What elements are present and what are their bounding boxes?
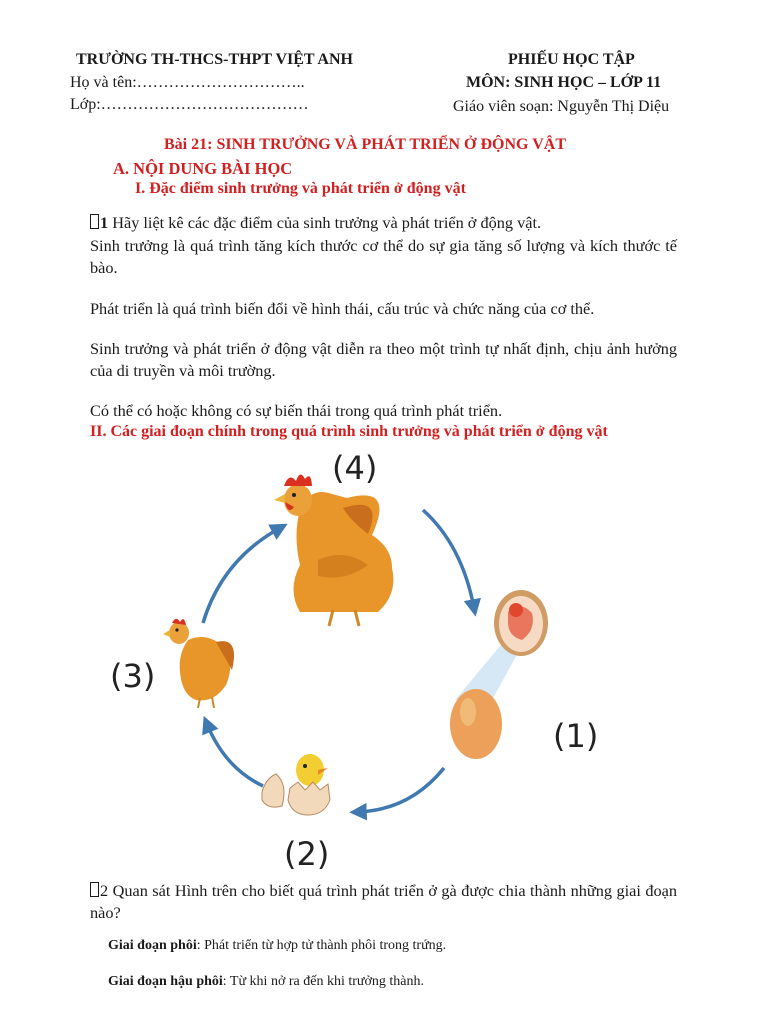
young-hen-icon	[163, 619, 234, 708]
section-a-heading: A. NỘI DUNG BÀI HỌC	[113, 159, 293, 178]
stage-label-2: (2)	[284, 835, 330, 873]
checkbox-icon	[90, 882, 99, 897]
stage-label-1: (1)	[553, 717, 599, 755]
stage-postembryonic	[108, 974, 424, 990]
egg-embryo-inset-icon	[455, 590, 548, 700]
arrow-4-to-1	[423, 510, 474, 608]
checkbox-icon	[90, 214, 99, 229]
answer-metamorphosis: Có thể có hoặc không có sự biến thái trong quá trình phát triển.	[90, 401, 503, 420]
section-1-heading: I. Đặc điểm sinh trưởng và phát triển ở động vật	[135, 180, 466, 197]
student-name-line: Họ và tên:…………………………..	[70, 74, 305, 91]
stage-embryonic	[108, 938, 446, 954]
question-1-number: 1	[100, 213, 109, 232]
subject-line: MÔN: SINH HỌC – LỚP 11	[466, 74, 662, 91]
egg-icon	[450, 689, 502, 759]
question-2	[90, 880, 677, 924]
stage-label-4: (4)	[332, 449, 378, 487]
section-2-heading: II. Các giai đoạn chính trong quá trình sinh trưởng và phát triển ở động vật	[90, 423, 608, 440]
answer-growth: Sinh trưởng là quá trình tăng kích thước cơ thể do sự gia tăng số lượng và kích thước tế bào.	[90, 236, 677, 277]
arrow-3-to-4	[203, 528, 280, 623]
teacher-line: Giáo viên soạn: Nguyễn Thị Diệu	[453, 98, 670, 115]
adult-hen-icon	[274, 474, 393, 626]
stage-label-3: (3)	[110, 657, 156, 695]
sheet-title: PHIẾU HỌC TẬP	[508, 51, 635, 68]
lesson-title: Bài 21: SINH TRƯỞNG VÀ PHÁT TRIỂN Ở ĐỘNG VẬT	[164, 136, 566, 153]
hatching-chick-icon	[262, 754, 330, 815]
stage-embryonic-desc: : Phát triển từ hợp tử thành phôi trong trứng.	[196, 938, 447, 953]
question-1	[90, 213, 541, 233]
answer-sequence: Sinh trưởng và phát triển ở động vật diễn ra theo một trình tự nhất định, chịu ảnh hưởng của di truyền và môi trường.	[90, 339, 677, 380]
stage-embryonic-name: Giai đoạn phôi	[108, 938, 197, 953]
school-name: TRƯỜNG TH-THCS-THPT VIỆT ANH	[76, 51, 353, 68]
answer-development: Phát triển là quá trình biến đổi về hình thái, cấu trúc và chức năng của cơ thể.	[90, 299, 595, 318]
arrow-1-to-2	[358, 768, 444, 812]
stage-postembryonic-desc: : Từ khi nở ra đến khi trưởng thành.	[222, 974, 424, 989]
class-line: Lớp:…………………………………	[70, 96, 309, 113]
question-2-text: 2 Quan sát Hình trên cho biết quá trình phát triển ở gà được chia thành những giai đoạn nào?	[90, 881, 677, 922]
question-1-text: Hãy liệt kê các đặc điểm của sinh trưởng và phát triển ở động vật.	[112, 213, 542, 232]
arrow-2-to-3	[207, 724, 263, 786]
chicken-life-cycle-figure	[0, 440, 768, 880]
stage-postembryonic-name: Giai đoạn hậu phôi	[108, 974, 223, 989]
